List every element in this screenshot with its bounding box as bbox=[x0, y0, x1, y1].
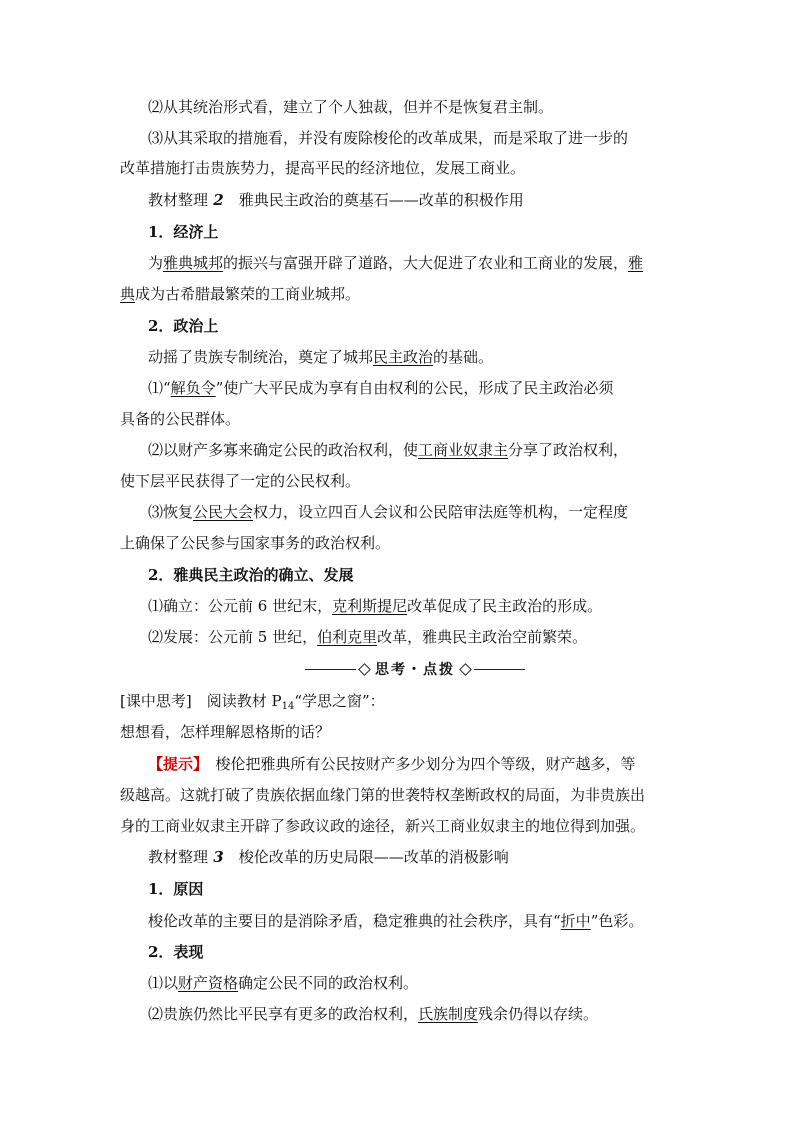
blank-answer: 雅典城邦 bbox=[163, 254, 224, 272]
diamond-icon bbox=[358, 663, 371, 676]
paragraph-line: ⑵发展：公元前 5 世纪，伯利克里改革，雅典民主政治空前繁荣。 bbox=[148, 628, 588, 646]
paragraph-line: ⑵贵族仍然比平民享有更多的政治权利，氏族制度残余仍得以存续。 bbox=[148, 1005, 599, 1023]
subheading: 2．政治上 bbox=[148, 317, 219, 335]
blank-answer: 解负令 bbox=[170, 379, 216, 397]
paragraph-line: ⑶恢复公民大会权力，设立四百人会议和公民陪审法庭等机构，一定程度 bbox=[148, 503, 629, 521]
paragraph-line: ⑶从其采取的措施看，并没有废除梭伦的改革成果，而是采取了进一步的 bbox=[148, 129, 629, 147]
blank-answer: 克利斯提尼 bbox=[332, 597, 408, 615]
paragraph-line: ⑵从其统治形式看，建立了个人独裁，但并不是恢复君主制。 bbox=[148, 98, 554, 116]
paragraph-line: 为雅典城邦的振兴与富强开辟了道路，大大促进了农业和工商业的发展，雅 bbox=[148, 254, 644, 272]
paragraph-line: 具备的公民群体。 bbox=[120, 410, 241, 428]
section-divider bbox=[305, 658, 525, 680]
hint-line: 级越高。这就打破了贵族依据血缘门第的世袭特权垄断政权的局面，为非贵族出 bbox=[120, 786, 646, 804]
divider-line bbox=[474, 669, 525, 670]
subheading: 1．经济上 bbox=[148, 223, 219, 241]
question-line: [课中思考] 阅读教材 $P_{14}“$学思之窗”： bbox=[120, 692, 385, 712]
blank-answer: 工商业奴隶主 bbox=[418, 441, 509, 459]
paragraph-line: ⑴以财产资格确定公民不同的政治权利。 bbox=[148, 974, 419, 992]
subheading: 2．雅典民主政治的确立、发展 bbox=[148, 566, 354, 584]
paragraph-line: 梭伦改革的主要目的是消除矛盾，稳定雅典的社会秩序，具有“折中”色彩。 bbox=[148, 912, 644, 930]
blank-answer: 折中 bbox=[560, 912, 591, 930]
paragraph-line: 使下层平民获得了一定的公民权利。 bbox=[120, 472, 361, 490]
hint-line: 身的工商业奴隶主开辟了参政议政的途径，新兴工商业奴隶主的地位得到加强。 bbox=[120, 817, 646, 835]
paragraph-line: 动摇了贵族专制统治，奠定了城邦民主政治的基础。 bbox=[148, 348, 494, 366]
blank-answer: 典 bbox=[120, 285, 136, 303]
paragraph-line: ⑴确立：公元前 6 世纪末，克利斯提尼改革促成了民主政治的形成。 bbox=[148, 597, 603, 615]
blank-answer: 伯利克里 bbox=[317, 628, 378, 646]
paragraph-line: 上确保了公民参与国家事务的政治权利。 bbox=[120, 534, 391, 552]
blank-answer: 民主政治 bbox=[373, 348, 434, 366]
diamond-icon bbox=[459, 663, 472, 676]
subheading: 1．原因 bbox=[148, 880, 204, 898]
paragraph-line: 改革措施打击贵族势力，提高平民的经济地位，发展工商业。 bbox=[120, 159, 526, 177]
hint-line: 【提示】 梭伦把雅典所有公民按财产多少划分为四个等级，财产越多，等 bbox=[148, 755, 636, 773]
paragraph-line: ⑵以财产多寡来确定公民的政治权利，使工商业奴隶主分享了政治权利， bbox=[148, 441, 629, 459]
divider-title: 思考・点拨 bbox=[375, 662, 455, 678]
blank-answer: 公民大会 bbox=[193, 503, 254, 521]
subheading: 2．表现 bbox=[148, 943, 204, 961]
blank-answer: 氏族制度 bbox=[418, 1005, 479, 1023]
divider-line bbox=[305, 669, 356, 670]
hint-label: 【提示】 bbox=[148, 755, 201, 773]
blank-answer: 财产资格 bbox=[178, 974, 239, 992]
paragraph-line: ⑴“解负令”使广大平民成为享有自由权利的公民，形成了民主政治必须 bbox=[148, 379, 614, 397]
section-heading: 教材整理 3 梭伦改革的历史局限——改革的消极影响 bbox=[148, 848, 509, 866]
blank-answer: 雅 bbox=[628, 254, 644, 272]
question-line: 想想看，怎样理解恩格斯的话？ bbox=[120, 723, 331, 741]
paragraph-line: 典成为古希腊最繁荣的工商业城邦。 bbox=[120, 285, 361, 303]
section-heading: 教材整理 2 雅典民主政治的奠基石——改革的积极作用 bbox=[148, 191, 524, 209]
